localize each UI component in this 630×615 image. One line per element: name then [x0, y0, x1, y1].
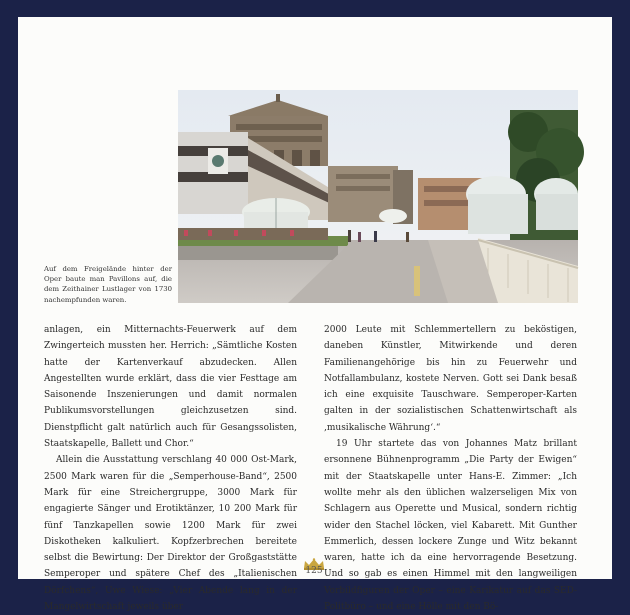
- paragraph: anlagen, ein Mitternachts-Feuerwerk auf dem Zwingerteich mussten her. Herrich: „Sämtliche Kosten hatte der Kartenverkauf abzudecken. Allen Angestellten wurde erklärt, dass die vier Festtage am Saisonende Inszenierungen und damit normalen Publikumsvorstellungen gleichzusetzen sind. Dienstpflicht galt natürlich auch für Gesangssolisten, Staatskapelle, Ballett und Chor.“: [44, 325, 297, 450]
- opera-grounds-photo: [178, 90, 578, 303]
- text-column-right: [324, 322, 577, 615]
- photo-caption: Auf dem Freigelände hinter der Oper baute man Pavillons auf, die dem Zeithainer Lustlager von 1730 nachempfunden waren.: [44, 265, 172, 304]
- page-number: 125: [305, 566, 323, 576]
- text-column-left: [44, 322, 297, 615]
- paragraph: 2000 Leute mit Schlemmertellern zu beköstigen, daneben Künstler, Mitwirkende und deren Familienangehörige bis hin zu Feuerwehr und Notfallambulanz, kostete Nerven. Gott sei Dank besaß ich eine exquisite Tauschware. Semperoper-Karten galten in der sozialistischen Schattenwirtschaft als ‚musikalische Währung‘.“: [324, 325, 577, 433]
- paragraph: Allein die Ausstattung verschlang 40 000 Ost-Mark, 2500 Mark waren für die „Semperhouse-Band“, 2500 Mark für eine Streichergruppe, 3000 Mark für engagierte Sänger und Erotiktänzer, 10 200 Mark für fünf Tanzkapellen sowie 1200 Mark für zwei Diskotheken kalkuliert. Kopfzerbrechen bereitete selbst die Bewirtung: Der Direktor der Großgaststätte Semperoper und spätere Chef des „Italienischen Dörfchens“, Uwe Wiese: „Vier Abende lang in der Mangelwirtschaft jeweils über: [44, 455, 297, 613]
- book-page: [18, 17, 612, 613]
- paragraph: 19 Uhr startete das von Johannes Matz brillant ersonnene Bühnenprogramm „Die Party der Ewigen“ mit der Staatskapelle unter Hans-E. Zimmer: „Ich wollte mehr als den üblichen walzerseligen Mix von Schlagern aus Operette und Musical, sondern richtig wider den Stachel löcken, viel Kabarett. Mit Gunther Emmerlich, dessen lockere Zunge und Witz bekannt waren, hatte ich da eine hervorragende Besetzung. Und so gab es einen Himmel mit den langweiligen Vorbildfiguren der Oper – eine Karikatur auf das SED-Politbüro – und eine Hölle mit den Bö-: [324, 439, 577, 613]
